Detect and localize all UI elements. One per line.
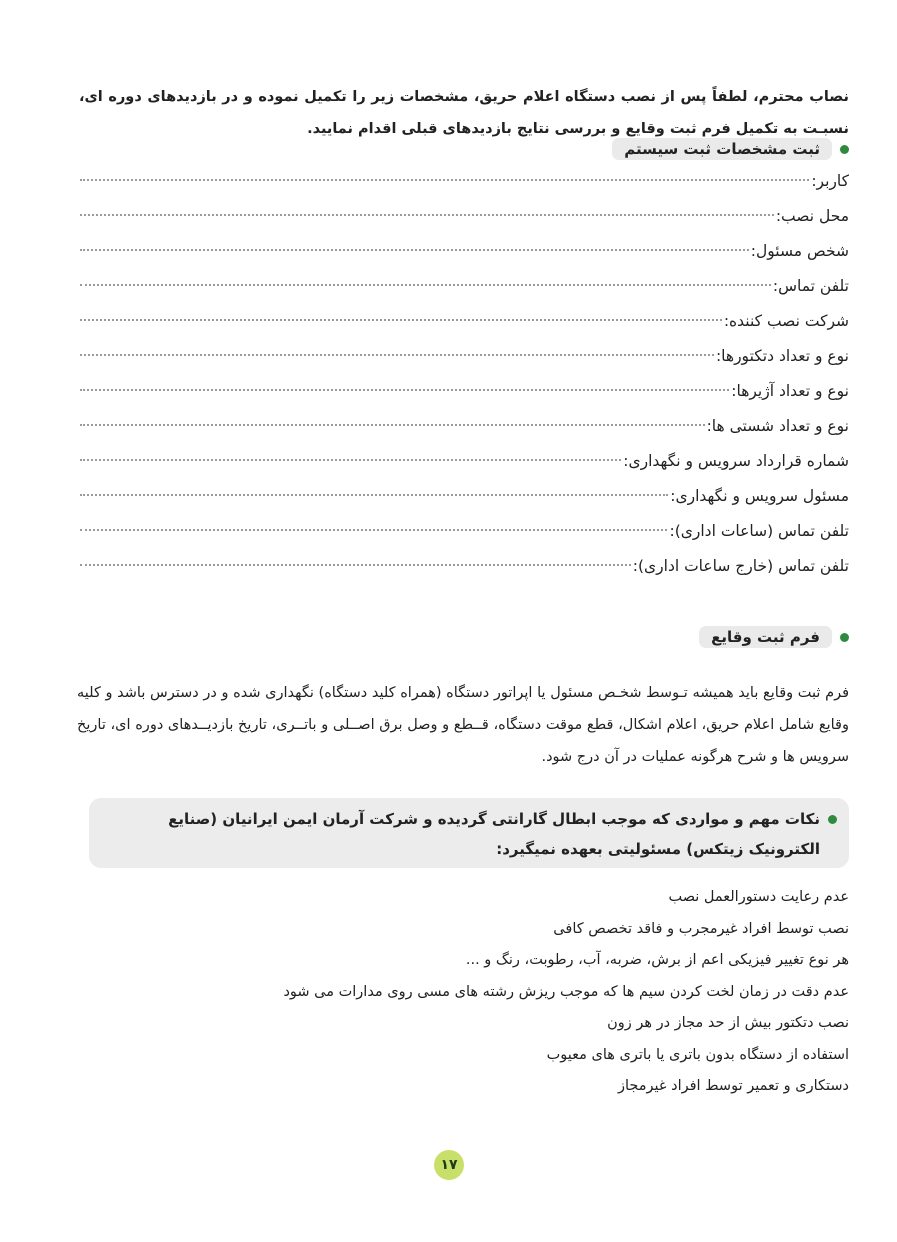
form-field-label: نوع و تعداد شستی ها:	[706, 417, 849, 435]
form-field-blank[interactable]	[80, 424, 705, 426]
form-field-blank[interactable]	[80, 529, 667, 531]
events-paragraph: فرم ثبت وقایع باید همیشه تـوسط شخـص مسئول یا اپراتور دستگاه (همراه کلید دستگاه) نگهداری شده و در دسترس باشد و کلیه وقایع شامل اعلام حریق، اعلام اشکال، قطع موقت دستگاه، قــطع و وصل برق اصــلی و باتــری، تاریخ بازدیــدهای دوره ای، تاریخ سرویس ها و شرح هرگونه عملیات در آن درج شود.	[77, 684, 849, 765]
form-field-row	[80, 277, 849, 312]
intro-text: نصاب محترم، لطفاً پس از نصب دستگاه اعلام حریق، مشخصات زیر را تکمیل نموده و در بازدیدهای دوره ای، نسبـت به تکمیل فرم ثبت وقایع و بررسی نتایج بازدیدهای قبلی اقدام نمایید.	[79, 88, 849, 137]
form-field-row	[80, 522, 849, 557]
form-field-row	[80, 347, 849, 382]
form-field-blank[interactable]	[80, 319, 722, 321]
form-field-blank[interactable]	[80, 354, 714, 356]
form-field-label: کاربر:	[811, 172, 849, 190]
form-field-label: شرکت نصب کننده:	[723, 312, 849, 330]
list-item: نصب دتکتور بیش از حد مجاز در هر زون	[607, 1015, 849, 1031]
system-fields	[80, 172, 849, 592]
form-field-blank[interactable]	[80, 564, 631, 566]
form-field-label: شخص مسئول:	[750, 242, 849, 260]
events-section-heading	[699, 626, 849, 648]
bullet-icon	[840, 633, 849, 642]
form-field-row	[80, 172, 849, 207]
list-item: نصب توسط افراد غیرمجرب و فاقد تخصص کافی	[553, 920, 849, 937]
events-section-title: فرم ثبت وقایع	[699, 626, 832, 648]
list-item: عدم دقت در زمان لخت کردن سیم ها که موجب ریزش رشته های مسی روی مدارات می شود	[283, 983, 849, 1000]
system-section-title: ثبت مشخصات ثبت سیستم	[612, 138, 832, 160]
form-field-row	[80, 417, 849, 452]
form-field-row	[80, 452, 849, 487]
form-field-blank[interactable]	[80, 494, 668, 496]
form-field-blank[interactable]	[80, 284, 771, 286]
form-field-blank[interactable]	[80, 179, 809, 181]
form-field-blank[interactable]	[80, 459, 621, 461]
list-item: هر نوع تغییر فیزیکی اعم از برش، ضربه، آب، رطوبت، رنگ و ...	[465, 952, 849, 968]
form-field-blank[interactable]	[80, 214, 774, 216]
page-number-badge: ۱۷	[434, 1150, 464, 1180]
list-item: دستکاری و تعمیر توسط افراد غیرمجاز	[618, 1078, 849, 1094]
form-field-label: نوع و تعداد آژیرها:	[731, 382, 849, 400]
form-field-blank[interactable]	[80, 249, 749, 251]
form-field-row	[80, 557, 849, 592]
system-section-heading	[612, 138, 849, 160]
bullet-icon	[828, 815, 837, 824]
warranty-notes-title: نکات مهم و مواردی که موجب ابطال گارانتی گردیده و شرکت آرمان ایمن ایرانیان (صنایع الکترونیک زیتکس) مسئولیتی بعهده نمیگیرد:	[168, 810, 820, 858]
form-field-row	[80, 487, 849, 522]
form-field-row	[80, 382, 849, 417]
list-item: استفاده از دستگاه بدون باتری یا باتری های معیوب	[546, 1046, 849, 1063]
form-field-label: مسئول سرویس و نگهداری:	[670, 487, 849, 505]
warranty-notes-list	[283, 882, 849, 1103]
form-field-row	[80, 312, 849, 347]
form-field-label: تلفن تماس (ساعات اداری):	[669, 522, 849, 540]
warranty-notes-heading	[89, 798, 849, 868]
form-field-label: شماره قرارداد سرویس و نگهداری:	[623, 452, 849, 470]
form-field-row	[80, 242, 849, 277]
list-item: عدم رعایت دستورالعمل نصب	[668, 889, 849, 905]
form-field-label: نوع و تعداد دتکتورها:	[715, 347, 849, 365]
form-field-row	[80, 207, 849, 242]
form-field-label: تلفن تماس:	[772, 277, 849, 295]
form-field-label: تلفن تماس (خارج ساعات اداری):	[632, 557, 849, 575]
form-field-label: محل نصب:	[775, 207, 849, 225]
form-field-blank[interactable]	[80, 389, 729, 391]
bullet-icon	[840, 145, 849, 154]
